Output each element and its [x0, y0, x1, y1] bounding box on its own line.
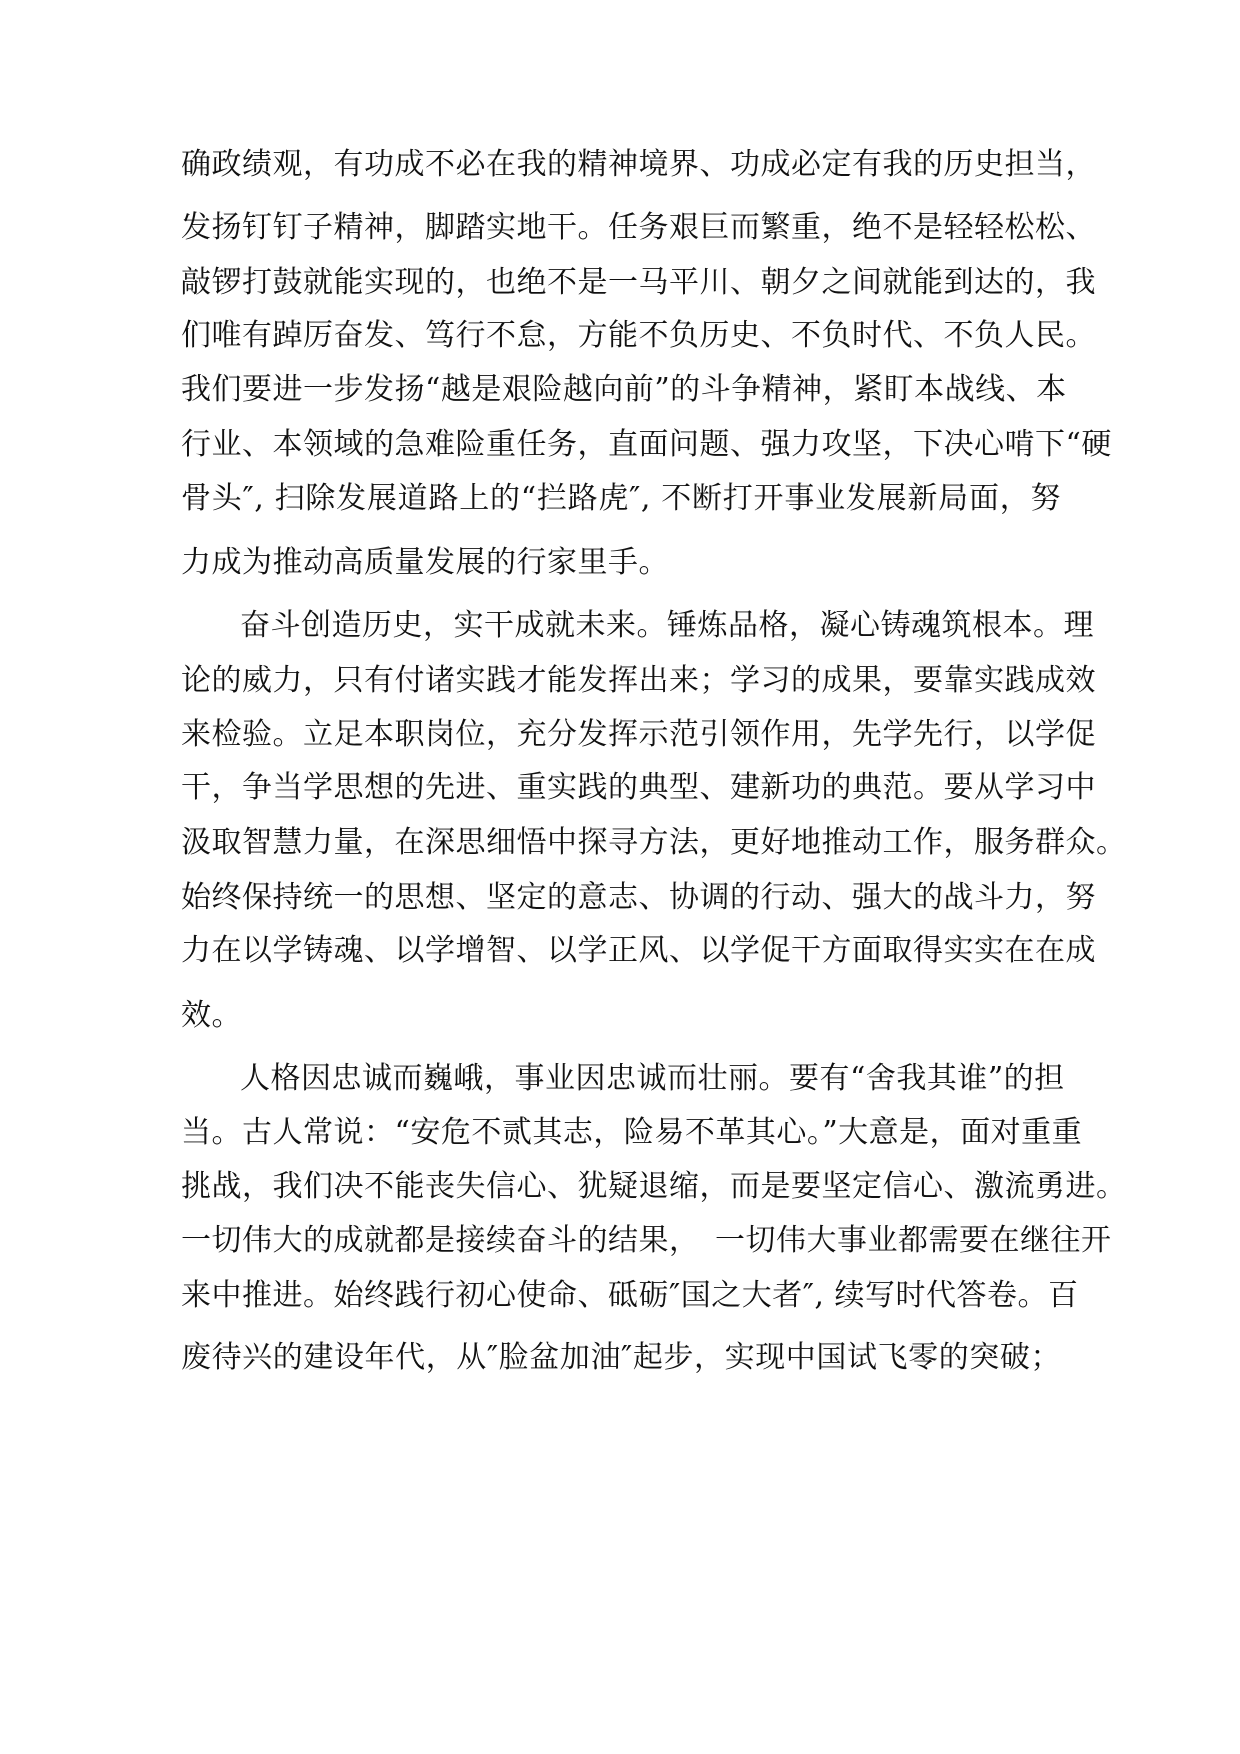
body-text-line: 始终保持统一的思想、坚定的意志、协调的行动、强大的战斗力，努 — [181, 880, 1096, 915]
body-text-line: 效。 — [181, 998, 242, 1033]
body-text-line: 废待兴的建设年代，从″脸盆加油″起步，实现中国试飞零的突破； — [181, 1340, 1061, 1375]
body-text-line: 力在以学铸魂、以学增智、以学正风、以学促干方面取得实实在在成 — [181, 933, 1096, 968]
body-text-line: 来检验。立足本职岗位，充分发挥示范引领作用，先学先行，以学促 — [181, 717, 1096, 752]
body-text-line: 干，争当学思想的先进、重实践的典型、建新功的典范。要从学习中 — [181, 770, 1096, 805]
body-text-line: 论的威力，只有付诸实践才能发挥出来；学习的成果，要靠实践成效 — [181, 663, 1096, 698]
body-text-line: 我们要进一步发扬“越是艰险越向前”的斗争精神，紧盯本战线、本 — [181, 372, 1067, 407]
body-text-line: 汲取智慧力量，在深思细悟中探寻方法，更好地推动工作，服务群众。 — [181, 825, 1127, 860]
body-text-line: 们唯有踔厉奋发、笃行不怠，方能不负历史、不负时代、不负人民。 — [181, 318, 1096, 353]
paragraph-first-line: 人格因忠诚而巍峨，事业因忠诚而壮丽。要有“舍我其谁”的担 — [240, 1061, 1065, 1096]
body-text-line: 行业、本领域的急难险重任务，直面问题、强力攻坚，下决心啃下“硬 — [181, 427, 1112, 462]
body-text-line: 来中推进。始终践行初心使命、砥砺″国之大者″, 续写时代答卷。百 — [181, 1278, 1079, 1313]
body-text-line: 敲锣打鼓就能实现的，也绝不是一马平川、朝夕之间就能到达的，我 — [181, 265, 1096, 300]
body-text-line: 力成为推动高质量发展的行家里手。 — [181, 545, 669, 580]
body-text-line: 发扬钉钉子精神，脚踏实地干。任务艰巨而繁重，绝不是轻轻松松、 — [181, 210, 1096, 245]
body-text-line: 一切伟大的成就都是接续奋斗的结果， 一切伟大事业都需要在继往开 — [181, 1223, 1112, 1258]
body-text-line: 当。古人常说：“安危不贰其志，险易不革其心。”大意是，面对重重 — [181, 1115, 1083, 1150]
paragraph-first-line: 奋斗创造历史，实干成就未来。锤炼品格，凝心铸魂筑根本。理 — [240, 608, 1094, 643]
body-text-line: 骨头″, 扫除发展道路上的“拦路虎″, 不断打开事业发展新局面，努 — [181, 481, 1061, 516]
body-text-line: 挑战，我们决不能丧失信心、犹疑退缩，而是要坚定信心、激流勇进。 — [181, 1169, 1127, 1204]
body-text-line: 确政绩观，有功成不必在我的精神境界、功成必定有我的历史担当， — [181, 147, 1096, 182]
